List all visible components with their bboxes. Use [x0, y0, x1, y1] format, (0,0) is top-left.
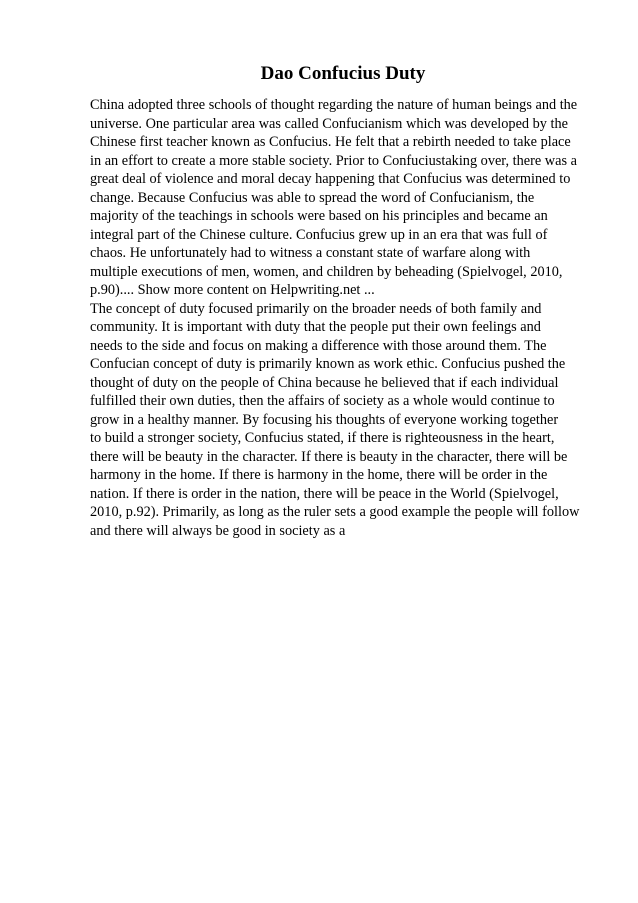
text-line: p.90).... Show more content on Helpwriting.net ... — [90, 282, 375, 298]
text-line: Chinese first teacher known as Confucius. He felt that a rebirth needed to take place — [90, 134, 571, 150]
text-line: in an effort to create a more stable society. Prior to Confuciustaking over, there was a — [90, 152, 577, 169]
text-line: 2010, p.92). Primarily, as long as the ruler sets a good example the people will follow — [90, 504, 580, 520]
text-line: majority of the teachings in schools were based on his principles and became an — [90, 208, 548, 224]
text-line: chaos. He unfortunately had to witness a constant state of warfare along with — [90, 245, 531, 261]
text-line: thought of duty on the people of China because he believed that if each individual — [90, 374, 559, 391]
text-line: integral part of the Chinese culture. Confucius grew up in an era that was full of — [90, 226, 548, 243]
text-line: nation. If there is order in the nation, there will be peace in the World (Spielvogel, — [90, 485, 559, 502]
text-line: Confucian concept of duty is primarily known as work ethic. Confucius pushed the — [90, 356, 566, 372]
text-line: The concept of duty focused primarily on the broader needs of both family and — [90, 300, 542, 317]
text-line: and there will always be good in society as a — [90, 522, 346, 539]
text-line: there will be beauty in the character. If there is beauty in the character, there will be — [90, 448, 568, 465]
text-line: grow in a healthy manner. By focusing his thoughts of everyone working together — [90, 411, 559, 428]
text-line: multiple executions of men, women, and children by beheading (Spielvogel, 2010, — [90, 263, 563, 280]
text-line: needs to the side and focus on making a difference with those around them. The — [90, 337, 547, 354]
text-line: community. It is important with duty that the people put their own feelings and — [90, 319, 541, 335]
text-line: harmony in the home. If there is harmony in the home, there will be order in the — [90, 467, 548, 483]
document-body — [90, 96, 600, 540]
text-line: universe. One particular area was called Confucianism which was developed by the — [90, 115, 568, 132]
document-title: Dao Confucius Duty — [260, 63, 426, 84]
text-line: great deal of violence and moral decay happening that Confucius was determined to — [90, 171, 571, 187]
text-line: to build a stronger society, Confucius stated, if there is righteousness in the heart, — [90, 430, 555, 446]
text-line: change. Because Confucius was able to spread the word of Confucianism, the — [90, 189, 535, 206]
text-line: China adopted three schools of thought regarding the nature of human beings and the — [90, 97, 578, 113]
text-line: fulfilled their own duties, then the affairs of society as a whole would continue to — [90, 393, 555, 409]
